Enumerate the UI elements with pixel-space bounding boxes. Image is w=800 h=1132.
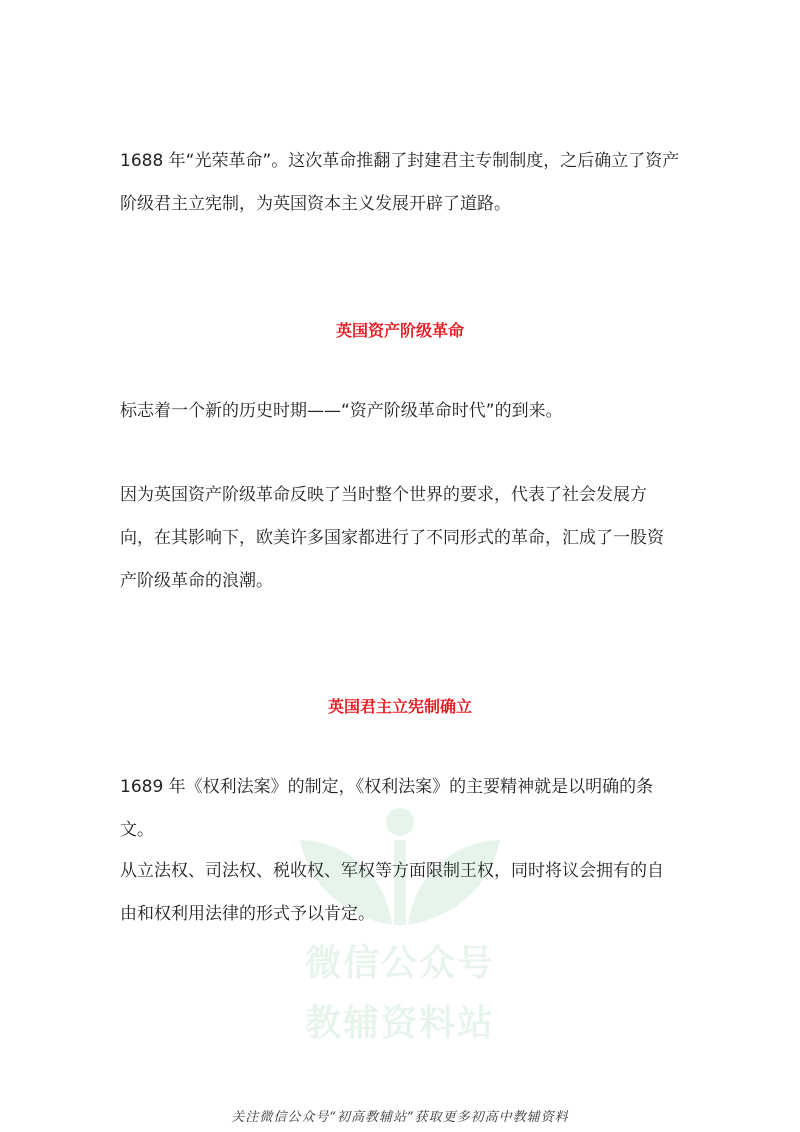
watermark-line-1: 微信公众号 [304,943,495,984]
paragraph-influence: 因为英国资产阶级革命反映了当时整个世界的要求，代表了社会发展方向，在其影响下，欧美许多国家都进行了不同形式的革命，汇成了一股资产阶级革命的浪潮。 [120,485,664,591]
watermark-line-2: 教辅资料站 [304,1003,495,1044]
paragraph-limit-royal-power: 从立法权、司法权、税收权、军权等方面限制王权，同时将议会拥有的自由和权利用法律的形式予以肯定。 [120,861,664,924]
page-footer: 关注微信公众号“初高教辅站”获取更多初高中教辅资料 [231,1110,569,1125]
paragraph-bill-of-rights: 1689 年《权利法案》的制定，《权利法案》的主要精神就是以明确的条文。 [120,777,654,840]
paragraph-glorious-revolution: 1688 年“光荣革命”。这次革命推翻了封建君主专制制度，之后确立了资产阶级君主立宪制，为英国资本主义发展开辟了道路。 [120,151,680,214]
section-heading-constitutional-monarchy: 英国君主立宪制确立 [327,697,472,716]
paragraph-new-era: 标志着一个新的历史时期——“资产阶级革命时代”的到来。 [120,401,563,421]
section-heading-bourgeois-revolution: 英国资产阶级革命 [335,321,464,340]
